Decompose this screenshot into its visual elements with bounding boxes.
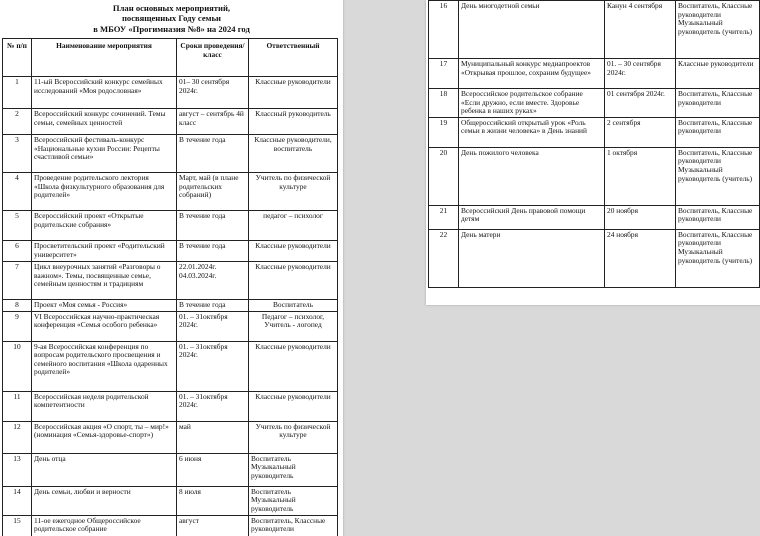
document-page-left — [0, 0, 343, 536]
row-number: 3 — [3, 135, 32, 173]
row-number: 10 — [3, 341, 32, 391]
row-number: 17 — [429, 59, 459, 89]
table-row — [3, 77, 338, 109]
table-row — [3, 241, 338, 262]
event-responsible: Воспитатель, Классные руководители Музыкальный руководитель (учитель) — [676, 229, 760, 287]
event-name: День матери — [459, 229, 605, 287]
event-name: Цикл внеурочных занятий «Разговоры о важном». Темы, посвященные семье, семейным ценностям и традициям — [32, 262, 177, 300]
event-dates: Март, май (в плане родительских собраний) — [177, 173, 249, 211]
row-number: 16 — [429, 1, 459, 59]
event-name: Проведение родительского лектория «Школа физкультурного образования для родителей» — [32, 173, 177, 211]
event-responsible: Педагог – психолог, Учитель - логопед — [249, 311, 338, 341]
table-row — [3, 173, 338, 211]
event-responsible: Воспитатель, Классные руководители Музыкальный руководитель (учитель) — [676, 1, 760, 59]
event-dates: август — [177, 515, 249, 536]
table-row — [3, 515, 338, 536]
table-row — [429, 59, 760, 89]
event-responsible: Классные руководители — [676, 59, 760, 89]
event-responsible: Классный руководитель — [249, 109, 338, 135]
row-number: 22 — [429, 229, 459, 287]
event-dates: В течение года — [177, 241, 249, 262]
table-row — [429, 117, 760, 147]
table-row — [3, 109, 338, 135]
row-number: 19 — [429, 117, 459, 147]
row-number: 20 — [429, 147, 459, 205]
event-dates: 20 ноября — [605, 205, 676, 229]
document-page-right — [426, 0, 760, 305]
events-table-continued — [428, 0, 760, 288]
event-dates: Канун 4 сентября — [605, 1, 676, 59]
event-dates: 01. – 31октября 2024г. — [177, 341, 249, 391]
event-name: День отца — [32, 453, 177, 486]
event-responsible: Воспитатель, Классные руководители Музыкальный руководитель (учитель) — [676, 147, 760, 205]
table-row — [3, 262, 338, 300]
event-name: Всероссийский фестиваль-конкурс «Национальные кухни России: Рецепты счастливой семьи» — [32, 135, 177, 173]
event-name: Общероссийский открытый урок «Роль семьи в жизни человека» в День знаний — [459, 117, 605, 147]
event-name: Всероссийское родительское собрание «Если дружно, если вместе. Здоровье ребенка в наших руках» — [459, 89, 605, 118]
event-dates: 8 июля — [177, 486, 249, 515]
event-responsible: Воспитатель Музыкальный руководитель — [249, 453, 338, 486]
event-responsible: Классные руководители — [249, 341, 338, 391]
event-dates: 01. – 31октября 2024г. — [177, 391, 249, 421]
event-name: Муниципальный конкурс медиапроектов «Открывая прошлое, сохраним будущее» — [459, 59, 605, 89]
table-row — [3, 135, 338, 173]
events-table — [2, 38, 338, 536]
table-row — [3, 300, 338, 312]
row-number: 14 — [3, 486, 32, 515]
table-header-row — [3, 39, 338, 77]
event-dates: май — [177, 421, 249, 453]
row-number: 11 — [3, 391, 32, 421]
event-responsible: Воспитатель, Классные руководители — [676, 89, 760, 118]
table-row — [3, 341, 338, 391]
table-row — [3, 311, 338, 341]
event-responsible: Воспитатель, Классные руководители — [676, 117, 760, 147]
table-row — [3, 421, 338, 453]
event-dates: 01. – 31октября 2024г. — [177, 311, 249, 341]
event-responsible: Классные руководители, воспитатель — [249, 135, 338, 173]
event-dates: В течение года — [177, 211, 249, 241]
event-name: 11-ое ежегодное Общероссийское родительское собрание — [32, 515, 177, 536]
event-dates: 01– 30 сентября 2024г. — [177, 77, 249, 109]
row-number: 21 — [429, 205, 459, 229]
event-responsible: Классные руководители — [249, 241, 338, 262]
table-row — [429, 205, 760, 229]
event-dates: В течение года — [177, 300, 249, 312]
event-responsible: Классные руководители — [249, 77, 338, 109]
event-dates: 24 ноября — [605, 229, 676, 287]
table-row — [3, 211, 338, 241]
table-row — [429, 229, 760, 287]
event-name: Всероссийская акция «О спорт, ты – мир!» (номинация «Семья-здоровье-спорт») — [32, 421, 177, 453]
event-name: Всероссийская неделя родительской компетентности — [32, 391, 177, 421]
row-number: 13 — [3, 453, 32, 486]
row-number: 15 — [3, 515, 32, 536]
event-dates: 1 октября — [605, 147, 676, 205]
table-row — [3, 486, 338, 515]
event-name: День многодетной семьи — [459, 1, 605, 59]
event-name: Всероссийский День правовой помощи детям — [459, 205, 605, 229]
document-title — [0, 3, 343, 34]
row-number: 5 — [3, 211, 32, 241]
row-number: 18 — [429, 89, 459, 118]
event-dates: 01. – 30 сентября 2024г. — [605, 59, 676, 89]
event-name: День семьи, любви и верности — [32, 486, 177, 515]
table-row — [3, 391, 338, 421]
event-dates: 01 сентября 2024г. — [605, 89, 676, 118]
table-row — [429, 89, 760, 118]
header-dates: Сроки проведения/ класс — [177, 39, 249, 77]
row-number: 4 — [3, 173, 32, 211]
event-responsible: Классные руководители — [249, 391, 338, 421]
row-number: 12 — [3, 421, 32, 453]
header-num: № п/п — [3, 39, 32, 77]
event-responsible: Учитель по физической культуре — [249, 421, 338, 453]
event-name: 11-ый Всероссийский конкурс семейных исследований «Моя родословная» — [32, 77, 177, 109]
event-responsible: Воспитатель, Классные руководители — [676, 205, 760, 229]
event-dates: август – сентябрь 4й класс — [177, 109, 249, 135]
event-dates: В течение года — [177, 135, 249, 173]
event-responsible: педагог – психолог — [249, 211, 338, 241]
event-responsible: Воспитатель, Классные руководители — [249, 515, 338, 536]
event-dates: 22.01.2024г. 04.03.2024г. — [177, 262, 249, 300]
event-dates: 2 сентября — [605, 117, 676, 147]
event-name: Всероссийский конкурс сочинений. Темы семьи, семейных ценностей — [32, 109, 177, 135]
row-number: 1 — [3, 77, 32, 109]
row-number: 8 — [3, 300, 32, 312]
event-responsible: Воспитатель — [249, 300, 338, 312]
event-name: Просветительский проект «Родительский университет» — [32, 241, 177, 262]
event-name: День пожилого человека — [459, 147, 605, 205]
event-responsible: Воспитатель Музыкальный руководитель — [249, 486, 338, 515]
table-row — [3, 453, 338, 486]
event-responsible: Классные руководители — [249, 262, 338, 300]
event-name: Всероссийский проект «Открытые родительские собрания» — [32, 211, 177, 241]
event-name: 9-ая Всероссийская конференция по вопросам родительского просвещения и семейного воспитания «Школа одаренных родителей» — [32, 341, 177, 391]
row-number: 6 — [3, 241, 32, 262]
title-line: План основных мероприятий, — [112, 3, 231, 13]
row-number: 7 — [3, 262, 32, 300]
event-name: VI Всероссийская научно-практическая конференция «Семья особого ребенка» — [32, 311, 177, 341]
event-dates: 6 июня — [177, 453, 249, 486]
header-name: Наименование мероприятия — [32, 39, 177, 77]
title-line: посвященных Году семьи — [121, 13, 221, 24]
row-number: 2 — [3, 109, 32, 135]
title-line: в МБОУ «Прогимназия №8» на 2024 год — [93, 23, 250, 34]
event-name: Проект «Моя семья - Россия» — [32, 300, 177, 312]
event-responsible: Учитель по физической культуре — [249, 173, 338, 211]
row-number: 9 — [3, 311, 32, 341]
header-responsible: Ответственный — [249, 39, 338, 77]
table-row — [429, 1, 760, 59]
table-row — [429, 147, 760, 205]
